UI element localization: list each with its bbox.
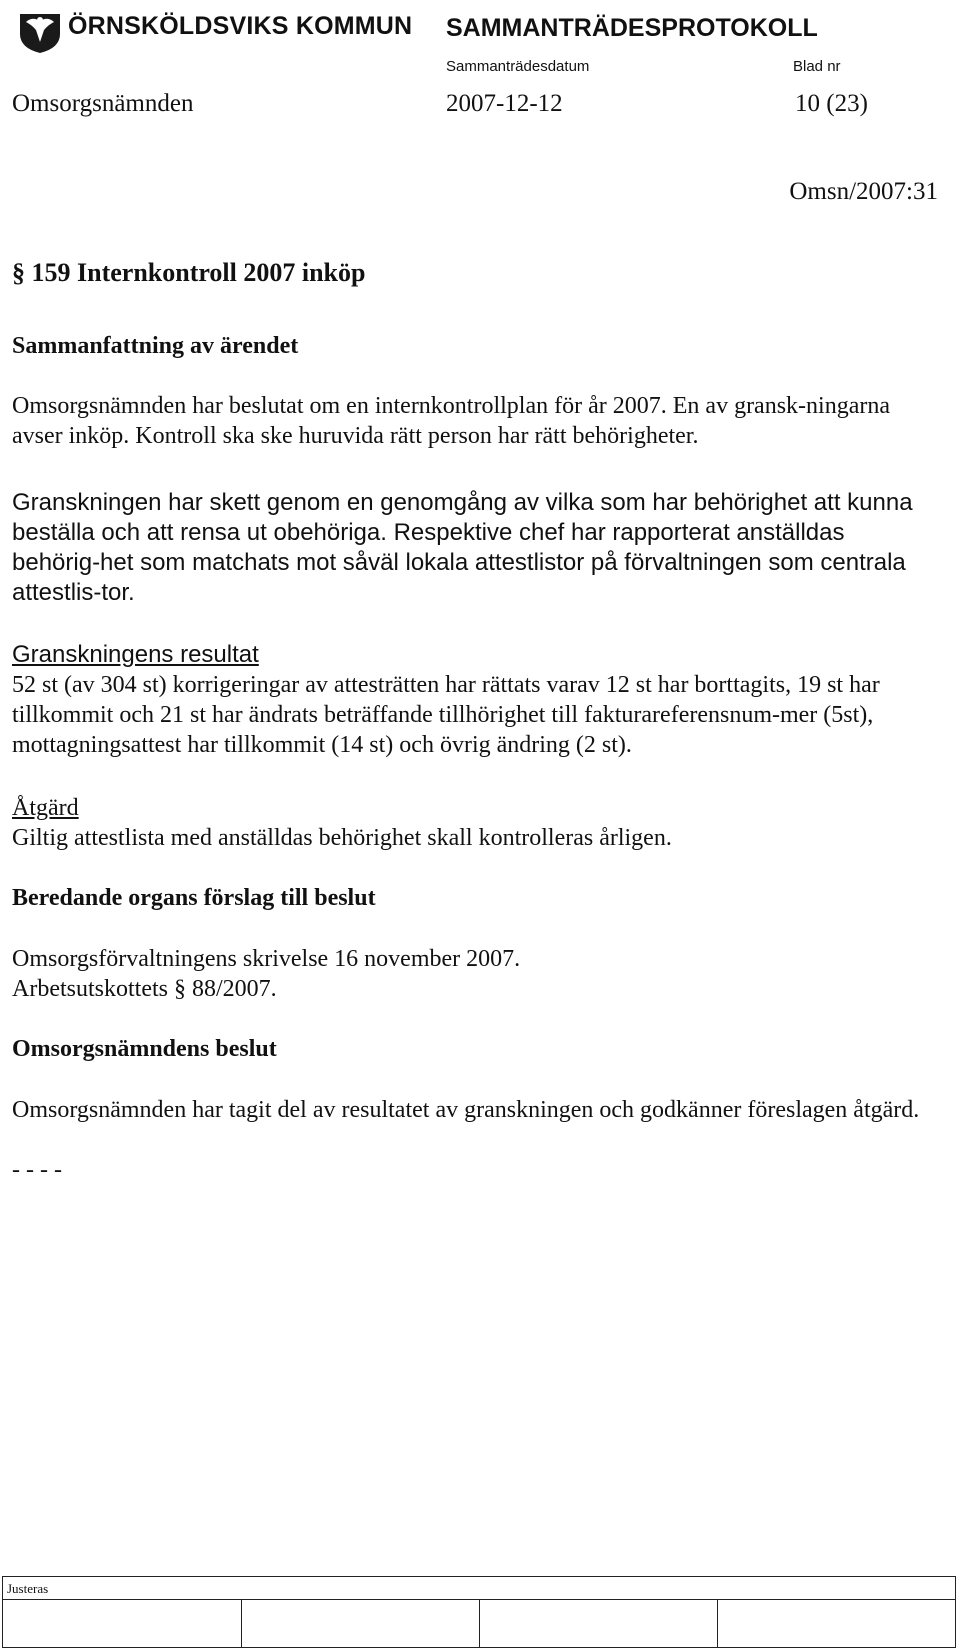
- proposal-heading: Beredande organs förslag till beslut: [12, 885, 376, 911]
- case-reference: Omsn/2007:31: [789, 178, 938, 205]
- summary-heading: Sammanfattning av ärendet: [12, 333, 299, 359]
- page-number: 10 (23): [795, 90, 868, 117]
- result-text: 52 st (av 304 st) korrigeringar av attesträtten har rättats varav 12 st har borttagits, 19 st har tillkommit och 21 st har ändrats beträffande tillhörighet till fakturareferensnum-mer (5st), mottagningsattest har tillkommit (14 st) och övrig ändring (2 st).: [12, 672, 880, 758]
- justeras-label: Justeras: [7, 1581, 49, 1596]
- document-type: SAMMANTRÄDESPROTOKOLL: [446, 14, 818, 42]
- end-marker: - - - -: [12, 1157, 62, 1183]
- summary-paragraph-2: Granskningen har skett genom en genomgång av vilka som har behörighet att kunna beställa och att rensa ut obehöriga. Respektive chef har rapporterat anställdas behörig-het som matchats mot såväl lokala attestlistor på förvaltningen som centrala attestlis-tor.: [12, 489, 913, 606]
- proposal-text: Omsorgsförvaltningens skrivelse 16 november 2007. Arbetsutskottets § 88/2007.: [12, 946, 521, 1002]
- result-heading: Granskningens resultat: [12, 641, 259, 668]
- action-heading: Åtgärd: [12, 795, 79, 821]
- signature-cell-divider: [241, 1599, 242, 1647]
- board-name: Omsorgsnämnden: [12, 90, 194, 117]
- signature-cell-divider: [479, 1599, 480, 1647]
- coat-of-arms-icon: [18, 8, 62, 54]
- signature-table: [2, 1576, 956, 1648]
- organization-name: ÖRNSKÖLDSVIKS KOMMUN: [68, 12, 413, 40]
- signature-cell-divider: [717, 1599, 718, 1647]
- date-label: Sammanträdesdatum: [446, 58, 590, 75]
- page-label: Blad nr: [793, 58, 841, 75]
- section-title: § 159 Internkontroll 2007 inköp: [12, 258, 366, 287]
- meeting-date: 2007-12-12: [446, 90, 563, 117]
- action-text: Giltig attestlista med anställdas behörighet skall kontrolleras årligen.: [12, 825, 672, 851]
- decision-text: Omsorgsnämnden har tagit del av resultatet av granskningen och godkänner föreslagen åtgärd.: [12, 1097, 920, 1123]
- summary-paragraph-1: Omsorgsnämnden har beslutat om en internkontrollplan för år 2007. En av gransk-ningarna avser inköp. Kontroll ska ske huruvida rätt person har rätt behörigheter.: [12, 393, 891, 449]
- decision-heading: Omsorgsnämndens beslut: [12, 1036, 277, 1062]
